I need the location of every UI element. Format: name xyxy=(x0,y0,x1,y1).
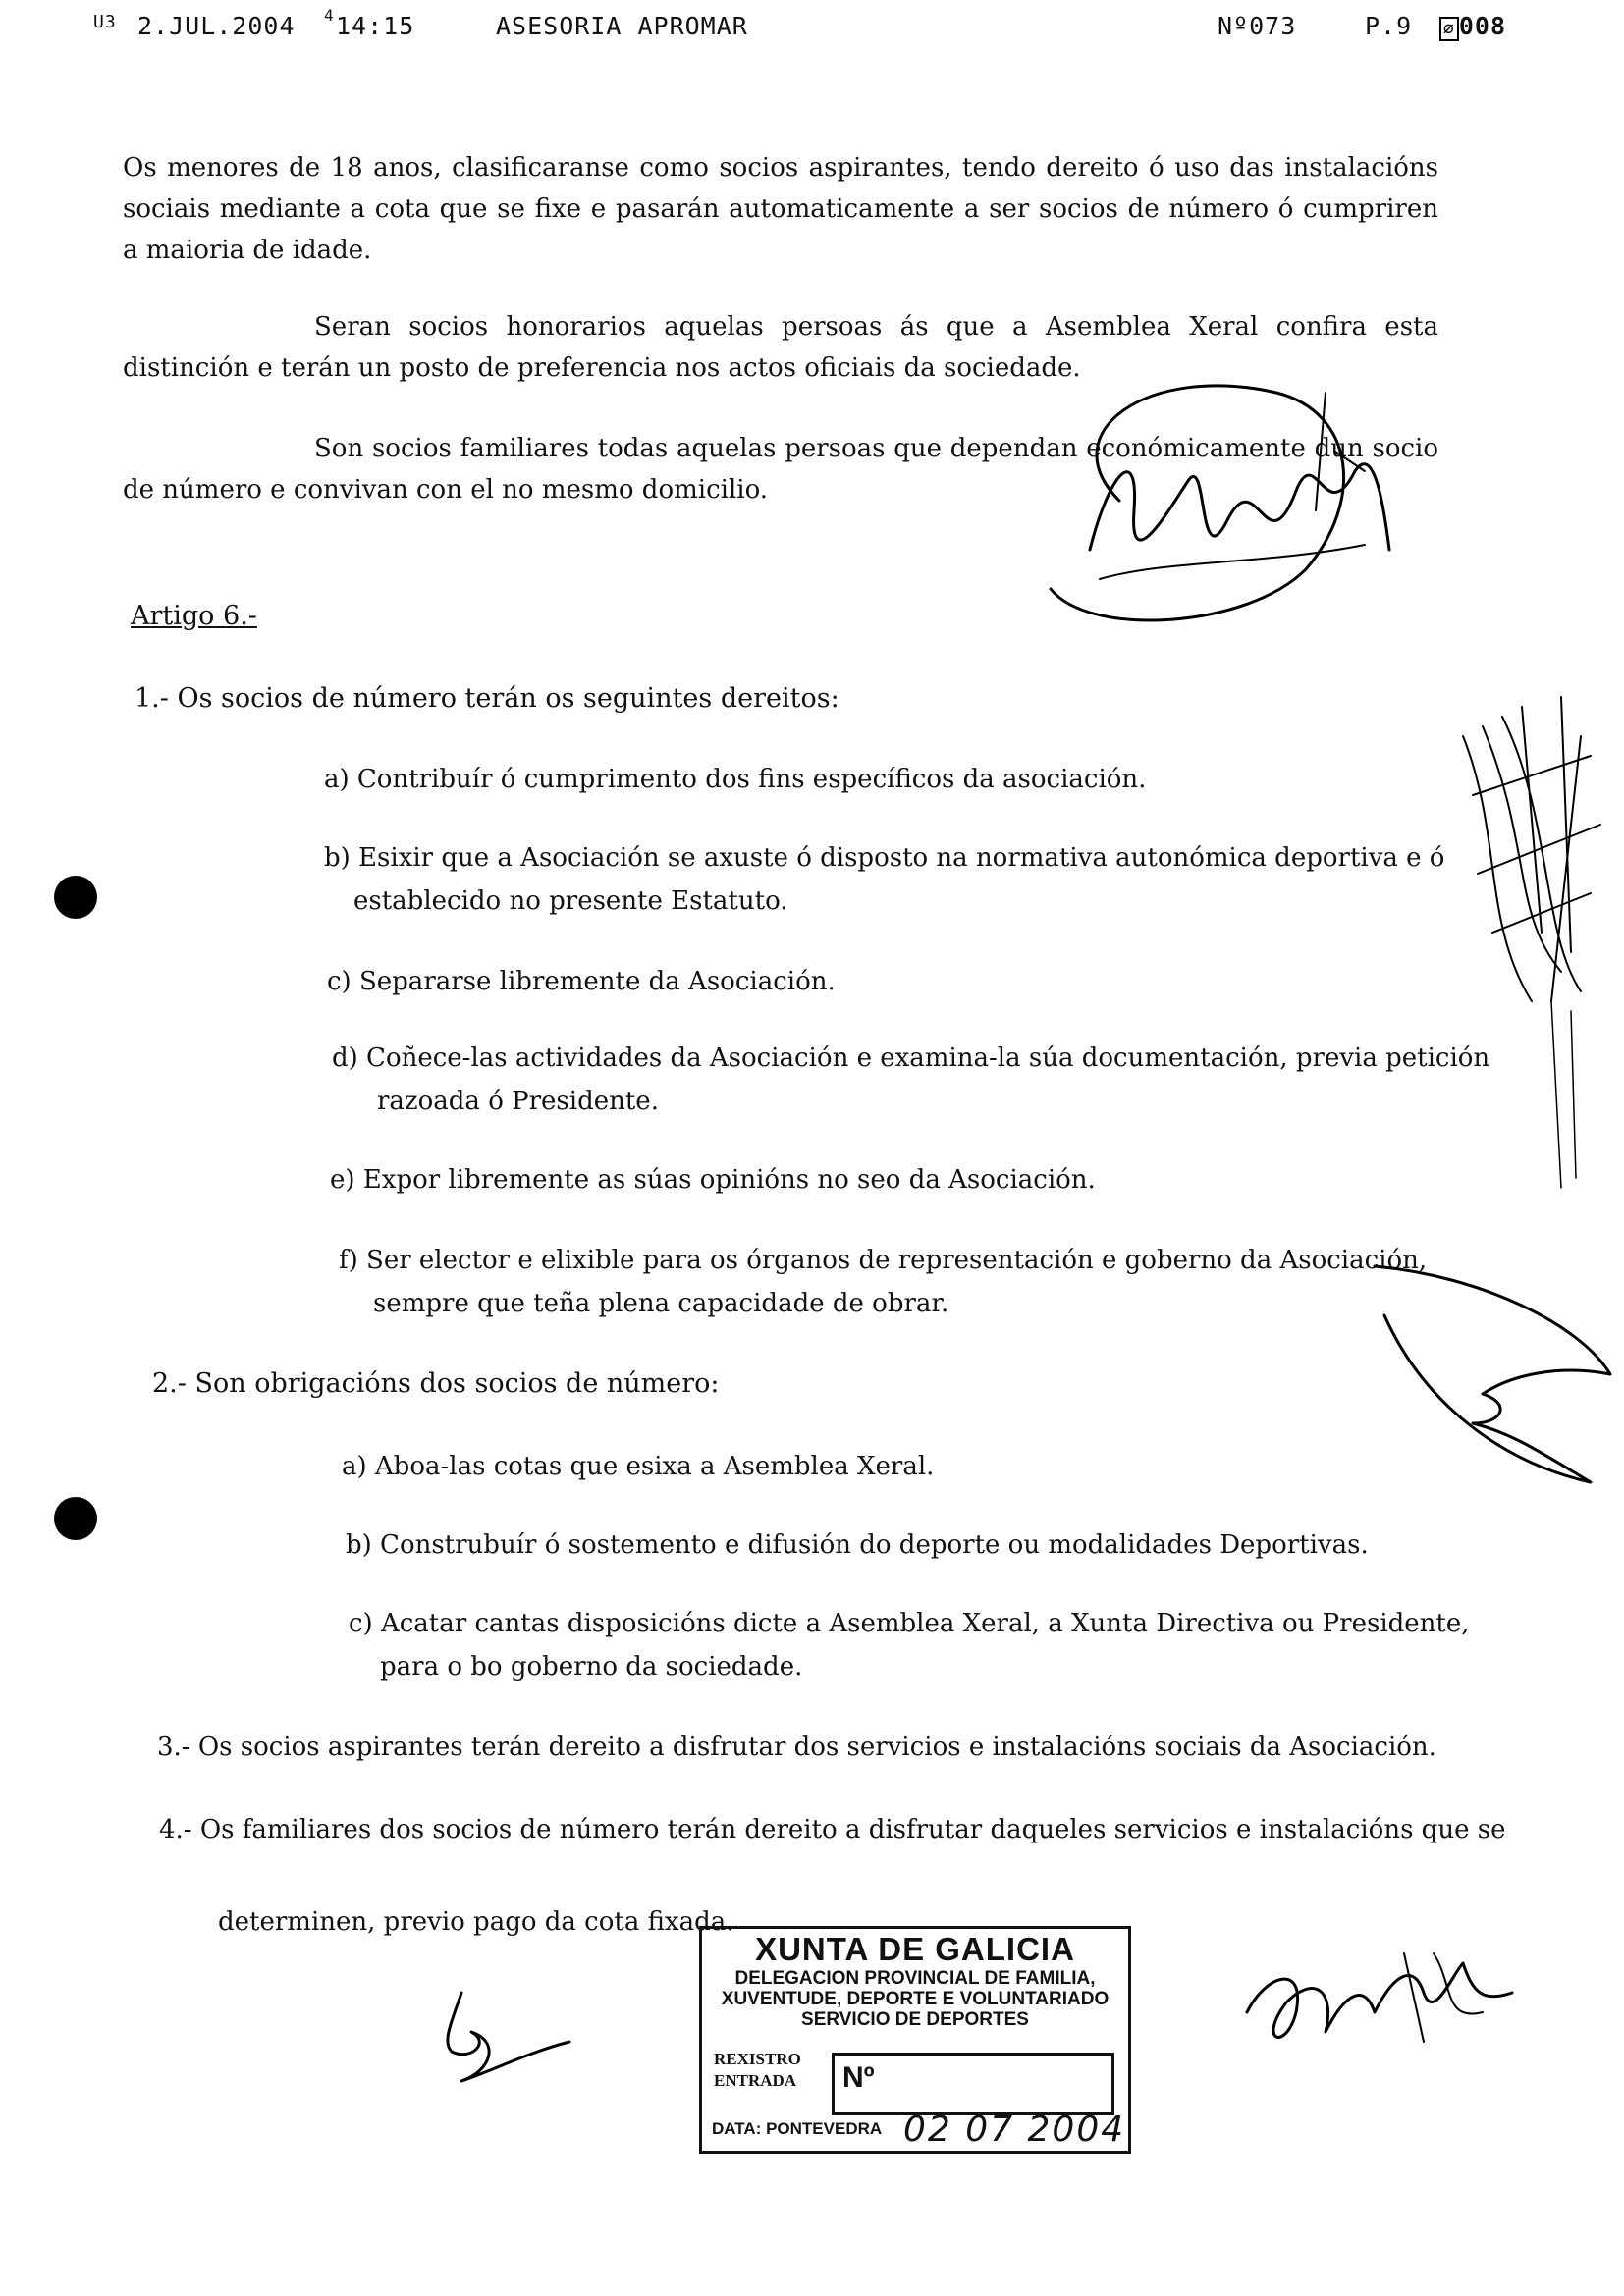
section-3: 3.- Os socios aspirantes terán dereito a disfrutar dos servicios e instalacións sociais da Asociación. xyxy=(157,1733,1436,1762)
right-item: c) Separarse libremente da Asociación. xyxy=(327,967,836,996)
section-2-heading: 2.- Son obrigacións dos socios de número: xyxy=(152,1368,720,1399)
fax-number: Nº073 xyxy=(1218,12,1297,40)
signature-bottom xyxy=(1227,1934,1522,2071)
stamp-line: DELEGACION PROVINCIAL DE FAMILIA, xyxy=(734,1968,1096,1989)
fax-page-count: ⌀ 008 xyxy=(1439,12,1506,40)
fax-page: P.9 xyxy=(1365,12,1413,40)
stamp-date-label: DATA: PONTEVEDRA xyxy=(712,2119,883,2138)
punch-hole xyxy=(54,1497,97,1540)
right-item: b) Esixir que a Asociación se axuste ó disposto na normativa autonómica deportiva e ó establecido no presente Estatuto. xyxy=(324,843,1445,916)
fax-time: 14:15 xyxy=(336,12,415,40)
stamp-registro: REXISTRO ENTRADA xyxy=(714,2050,801,2090)
paragraph-familiares: Son socios familiares todas aquelas persoas que dependan económicamente dun socio de número e convivan con el no mesmo domicilio. xyxy=(123,434,1438,505)
punch-hole xyxy=(54,876,97,919)
right-item: d) Coñece-las actividades da Asociación e examina-la súa documentación, previa petición razoada ó Presidente. xyxy=(332,1043,1490,1116)
stamp-number-box xyxy=(832,2053,1114,2115)
fax-sender: ASESORIA APROMAR xyxy=(496,12,748,40)
paragraph-honorarios: Seran socios honorarios aquelas persoas ás que a Asemblea Xeral confira esta distinción e terán un posto de preferencia nos actos oficiais da sociedade. xyxy=(123,312,1438,383)
fax-box-icon: ⌀ xyxy=(1439,17,1459,41)
stamp-line: XUVENTUDE, DEPORTE E VOLUNTARIADO xyxy=(721,1989,1110,2009)
signature-margin xyxy=(1443,677,1620,1207)
stamp-line: SERVICIO DE DEPORTES xyxy=(801,2009,1029,2030)
right-item: a) Contribuír ó cumprimento dos fins específicos da asociación. xyxy=(324,765,1147,794)
article-title: Artigo 6.- xyxy=(131,601,257,631)
section-1-heading: 1.- Os socios de número terán os seguintes dereitos: xyxy=(135,683,839,714)
stamp-date-value: 02 07 2004 xyxy=(903,2109,1126,2150)
section-4-line1: 4.- Os familiares dos socios de número terán dereito a disfrutar daqueles servicios e instalacións que se xyxy=(159,1815,1506,1844)
stamp-number-label: Nº xyxy=(842,2061,875,2094)
registry-stamp xyxy=(699,1926,1131,2154)
paragraph-menores: Os menores de 18 anos, clasificaranse como socios aspirantes, tendo dereito ó uso das instalacións sociais mediante a cota que se fixe e pasarán automaticamente a ser socios de número ó cumpriren a maioria de idade. xyxy=(123,153,1438,265)
fax-header xyxy=(0,6,1624,51)
fax-time-sup: 4 xyxy=(324,6,335,25)
obligation-item: a) Aboa-las cotas que esixa a Asemblea Xeral. xyxy=(342,1452,935,1481)
section-4-line2: determinen, previo pago da cota fixada. xyxy=(218,1907,734,1937)
signature-swirl xyxy=(1365,1256,1620,1492)
obligation-item: b) Construbuír ó sostemento e difusión do deporte ou modalidades Deportivas. xyxy=(346,1530,1369,1560)
stamp-title: XUNTA DE GALICIA xyxy=(755,1931,1075,1967)
right-item: e) Expor libremente as súas opinións no seo da Asociación. xyxy=(330,1165,1096,1195)
obligation-item: c) Acatar cantas disposicións dicte a Asemblea Xeral, a Xunta Directiva ou Presidente, para o bo goberno da sociedade. xyxy=(349,1609,1470,1682)
right-item: f) Ser elector e elixible para os órganos de representación e goberno da Asociación, sempre que teña plena capacidade de obrar. xyxy=(339,1246,1428,1318)
signature-initials xyxy=(432,1983,589,2091)
signature-top xyxy=(1031,353,1404,648)
fax-date: 2.JUL.2004 xyxy=(137,12,296,40)
fax-mark: U3 xyxy=(93,12,117,32)
